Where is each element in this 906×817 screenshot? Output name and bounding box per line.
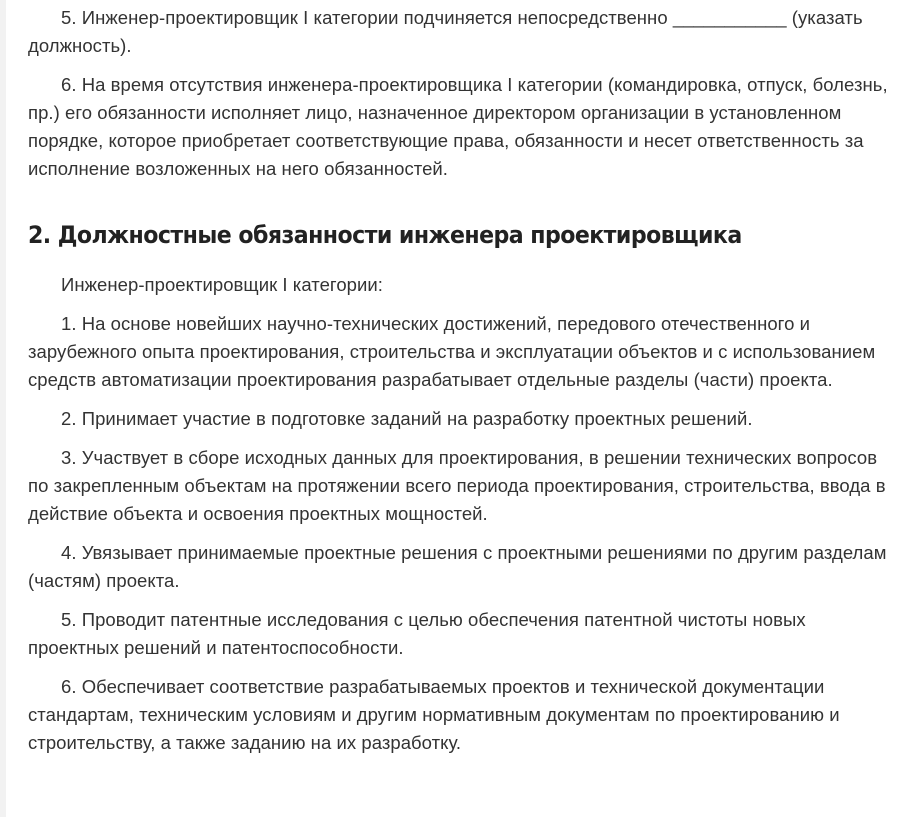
duty-item: 2. Принимает участие в подготовке заданий на разработку проектных решений. [61, 408, 753, 429]
left-gutter [0, 0, 6, 817]
duty-item: 1. На основе новейших научно-технических достижений, передового отечественного и зарубежного опыта проектирования, строительства и эксплуатации объектов и с использованием средств автоматизации проектирования разрабатывает отдельные разделы (части) проекта. [28, 313, 876, 390]
duty-item: 3. Участвует в сборе исходных данных для проектирования, в решении технических вопросов по закрепленным объектам на протяжении всего периода проектирования, строительства, ввода в действие объекта и освоения проектных мощностей. [28, 447, 886, 524]
article-body [28, 0, 900, 768]
paragraph-subordination: 5. Инженер-проектировщик I категории подчиняется непосредственно ___________ (указать должность). [28, 7, 863, 56]
duty-item: 6. Обеспечивает соответствие разрабатываемых проектов и технической документации стандартам, техническим условиям и другим нормативным документам по проектированию и строительству, а также заданию на их разработку. [28, 676, 840, 753]
paragraph-absence-replacement: 6. На время отсутствия инженера-проектировщика I категории (командировка, отпуск, болезнь, пр.) его обязанности исполняет лицо, назначенное директором организации в установленном порядке, которое приобретает соответствующие права, обязанности и несет ответственность за исполнение возложенных на него обязанностей. [28, 74, 888, 179]
section-intro: Инженер-проектировщик I категории: [61, 274, 383, 295]
duty-item: 5. Проводит патентные исследования с целью обеспечения патентной чистоты новых проектных решений и патентоспособности. [28, 609, 806, 658]
duty-item: 4. Увязывает принимаемые проектные решения с проектными решениями по другим разделам (частям) проекта. [28, 542, 887, 591]
section-heading: 2. Должностные обязанности инженера проектировщика [28, 221, 742, 249]
